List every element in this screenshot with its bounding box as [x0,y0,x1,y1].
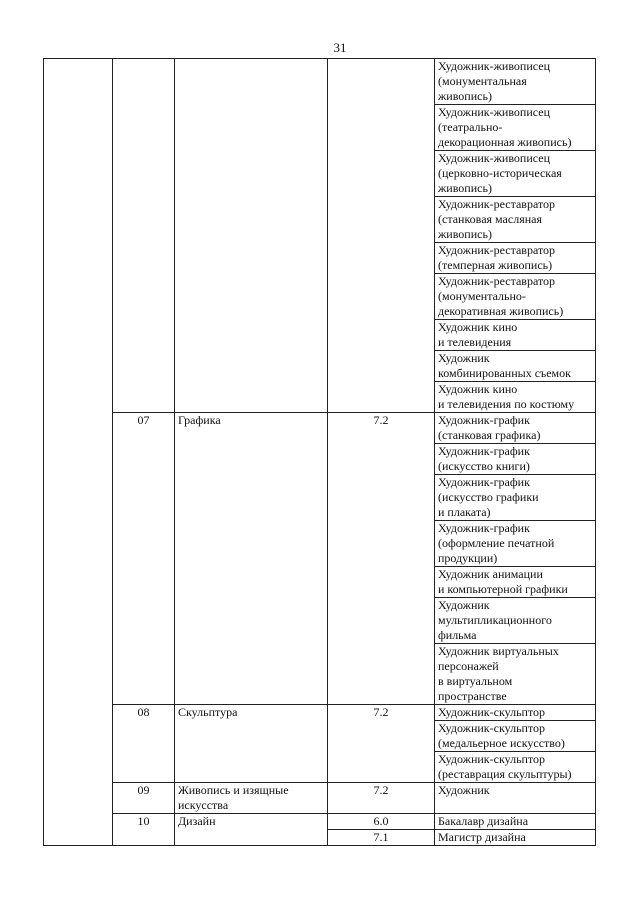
table-row [44,705,596,721]
qualification-cell [435,598,596,644]
qualification-cell [435,151,596,197]
qualification-cell [435,413,596,444]
qualification-cell [435,444,596,475]
qualification-line: Художник анимации [438,567,543,581]
qualification-line: (театрально- [438,120,503,134]
specialty-name-cell: Графика [175,413,328,705]
qualification-line: Магистр дизайна [438,830,526,844]
qualification-cell [435,59,596,105]
qualification-line: Художник [438,351,490,365]
qualification-line: Художник-живописец [438,151,550,165]
qualification-line: Художник виртуальных [438,644,559,658]
specialty-name-cell [175,59,328,413]
qualification-cell [435,105,596,151]
qualification-line: декорационная живопись) [438,135,572,149]
qualification-line: фильма [438,628,477,642]
qualification-line: декоративная живопись) [438,304,564,318]
qualification-line: (станковая графика) [438,428,541,442]
qualification-line: (темперная живопись) [438,258,553,272]
group-number-cell [44,59,113,846]
specialty-name-cell: Скульптура [175,705,328,783]
qualification-cell [435,320,596,351]
specialty-name-cell: Живопись и изящные искусства [175,783,328,814]
qualification-cell [435,274,596,320]
level-cell: 7.2 [328,783,435,814]
qualification-cell [435,830,596,846]
qualification-cell [435,351,596,382]
qualification-line: живопись) [438,89,492,103]
level-cell [328,59,435,413]
specialty-code-cell [113,59,175,413]
qualification-line: Художник кино [438,382,518,396]
level-cell: 7.1 [328,830,435,846]
qualification-line: и компьютерной графики [438,582,568,596]
qualification-line: Художник-график [438,475,530,489]
level-cell: 7.2 [328,413,435,705]
qualification-line: Художник кино [438,320,518,334]
specialty-code-cell: 07 [113,413,175,705]
specialty-code-cell: 08 [113,705,175,783]
qualification-line: (монументальная [438,74,527,88]
qualification-line: в виртуальном [438,674,513,688]
table-row [44,413,596,444]
qualification-line: пространстве [438,689,507,703]
qualification-line: Художник-реставратор [438,197,556,211]
qualification-line: (станковая масляная [438,212,542,226]
specialty-name-cell: Дизайн [175,814,328,846]
qualification-line: Художник-скульптор [438,705,546,719]
qualification-line: Бакалавр дизайна [438,814,529,828]
qualification-line: мультипликационного [438,613,552,627]
qualification-cell [435,521,596,567]
qualification-line: Художник-скульптор [438,721,546,735]
qualification-line: Художник-скульптор [438,752,546,766]
qualification-line: живопись) [438,227,492,241]
qualification-line: (медальерное искусство) [438,736,565,750]
qualification-line: Художник-реставратор [438,243,556,257]
page-number: 31 [333,40,347,55]
qualification-cell [435,197,596,243]
qualification-line: комбинированных съемок [438,366,571,380]
qualification-cell [435,644,596,705]
qualification-line: (монументально- [438,289,526,303]
qualification-line: и плаката) [438,505,491,519]
qualification-line: продукции) [438,551,498,565]
table-row [44,59,596,105]
table-row [44,783,596,814]
qualification-line: Художник-живописец [438,59,550,73]
qualification-line: (искусство графики [438,490,539,504]
qualification-line: живопись) [438,181,492,195]
qualification-cell [435,783,596,814]
qualification-line: персонажей [438,659,499,673]
qualification-line: Художник-реставратор [438,274,556,288]
qualification-line: Художник-график [438,413,530,427]
qualification-cell [435,567,596,598]
table-row [44,814,596,830]
qualification-cell [435,243,596,274]
level-cell: 6.0 [328,814,435,830]
specialties-table [43,58,596,846]
qualification-line: (церковно-историческая [438,166,562,180]
qualification-line: и телевидения по костюму [438,397,575,411]
qualification-cell [435,382,596,413]
table-body [44,59,596,846]
qualification-cell [435,752,596,783]
qualification-cell [435,475,596,521]
qualification-line: (искусство книги) [438,459,530,473]
specialty-code-cell: 09 [113,783,175,814]
qualification-line: Художник [438,783,490,797]
qualification-line: Художник [438,598,490,612]
qualification-line: и телевидения [438,335,512,349]
specialty-code-cell: 10 [113,814,175,846]
qualification-line: Художник-живописец [438,105,550,119]
qualification-cell [435,814,596,830]
qualification-cell [435,721,596,752]
qualification-line: Художник-график [438,444,530,458]
qualification-line: (оформление печатной [438,536,555,550]
qualification-line: (реставрация скульптуры) [438,767,572,781]
level-cell: 7.2 [328,705,435,783]
qualification-line: Художник-график [438,521,530,535]
qualification-cell [435,705,596,721]
